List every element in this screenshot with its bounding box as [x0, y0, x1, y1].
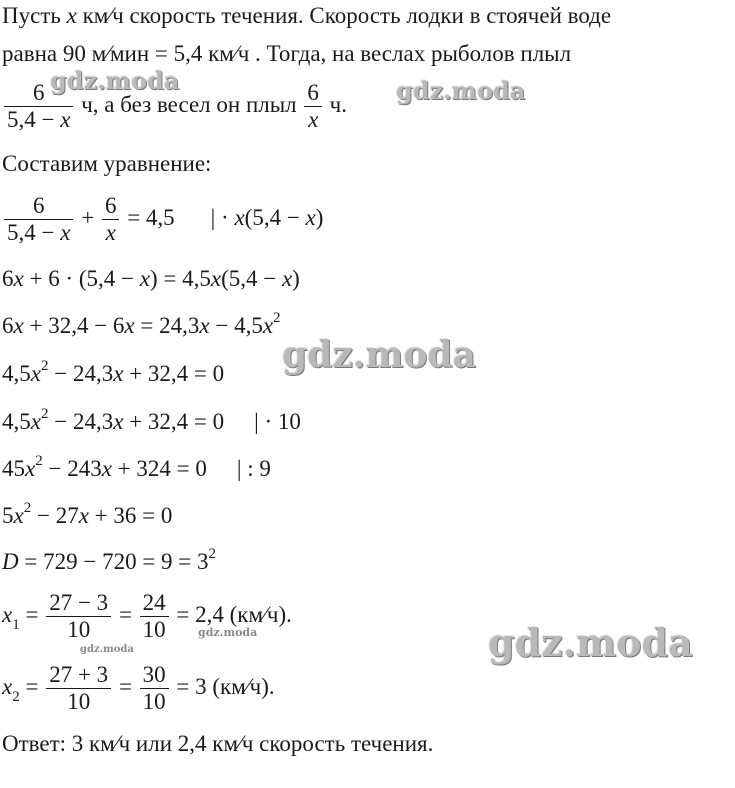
watermark-logo: gdz.moda	[198, 626, 258, 639]
fraction: $\frac{6}{x}$	[304, 80, 322, 133]
equation-line-6: 6x + 6 · (5,4 − x) = 4,5x(5,4 − x)	[2, 266, 300, 291]
answer-line: Ответ: 3 км⁄ч или 2,4 км⁄ч скорость течения.	[2, 731, 434, 756]
watermark-logo: gdz.moda	[282, 334, 476, 376]
fraction: $\frac{6}{x}$	[102, 193, 120, 246]
watermark-logo: gdz.moda	[396, 76, 526, 105]
fraction: $\frac{6}{5,4 - x}$	[4, 80, 73, 133]
equation-line-7: $6x + 32,4 - 6x = 24,3x - 4,5x^2$	[2, 310, 281, 338]
equation-line-10: $45x^2 - 243x + 324 = 0$ | : 9	[2, 453, 271, 481]
equation-line-12: $D = 729 - 720 = 9 = 3^2$	[2, 546, 217, 574]
fraction: $\frac{27 - 3}{10}$	[46, 590, 111, 643]
equation-line-8: $4,5x^2 - 24,3x + 32,4 = 0$	[2, 358, 225, 386]
var-x: x	[66, 3, 77, 28]
watermark-logo: gdz.moda	[80, 644, 134, 655]
watermark-logo: gdz.moda	[50, 66, 180, 95]
fraction: $\frac{24}{10}$	[140, 590, 169, 643]
text-line-1: Пусть x км⁄ч скорость течения. Скорость лодки в стоячей воде	[2, 3, 612, 28]
equation-line-9: $4,5x^2 - 24,3x + 32,4 = 0$ | · 10	[2, 406, 301, 434]
equation-line-5: $\frac{6}{5,4 - x}$ + $\frac{6}{x}$ = 4,5 | · x(5,4 − x)	[2, 193, 323, 246]
equation-line-13: $x_1$ = $\frac{27 - 3}{10}$ = $\frac{24}{10}$ = 2,4 (км⁄ч).	[2, 590, 292, 642]
fraction: $\frac{6}{5,4 - x}$	[4, 193, 73, 246]
fraction: $\frac{27 + 3}{10}$	[46, 662, 111, 715]
text-line-3: $\frac{6}{5,4 - x}$ ч, а без весел он плыл $\frac{6}{x}$ ч.	[2, 80, 347, 133]
text-line-4: Составим уравнение:	[2, 151, 212, 176]
watermark-logo: gdz.moda	[488, 620, 693, 665]
fraction: $\frac{30}{10}$	[140, 662, 169, 715]
equation-line-14: $x_2$ = $\frac{27 + 3}{10}$ = $\frac{30}{10}$ = 3 (км⁄ч).	[2, 662, 275, 714]
equation-line-11: $5x^2 - 27x + 36 = 0$	[2, 500, 173, 528]
text-line-2: равна 90 м⁄мин = 5,4 км⁄ч . Тогда, на веслах рыболов плыл	[2, 41, 572, 66]
